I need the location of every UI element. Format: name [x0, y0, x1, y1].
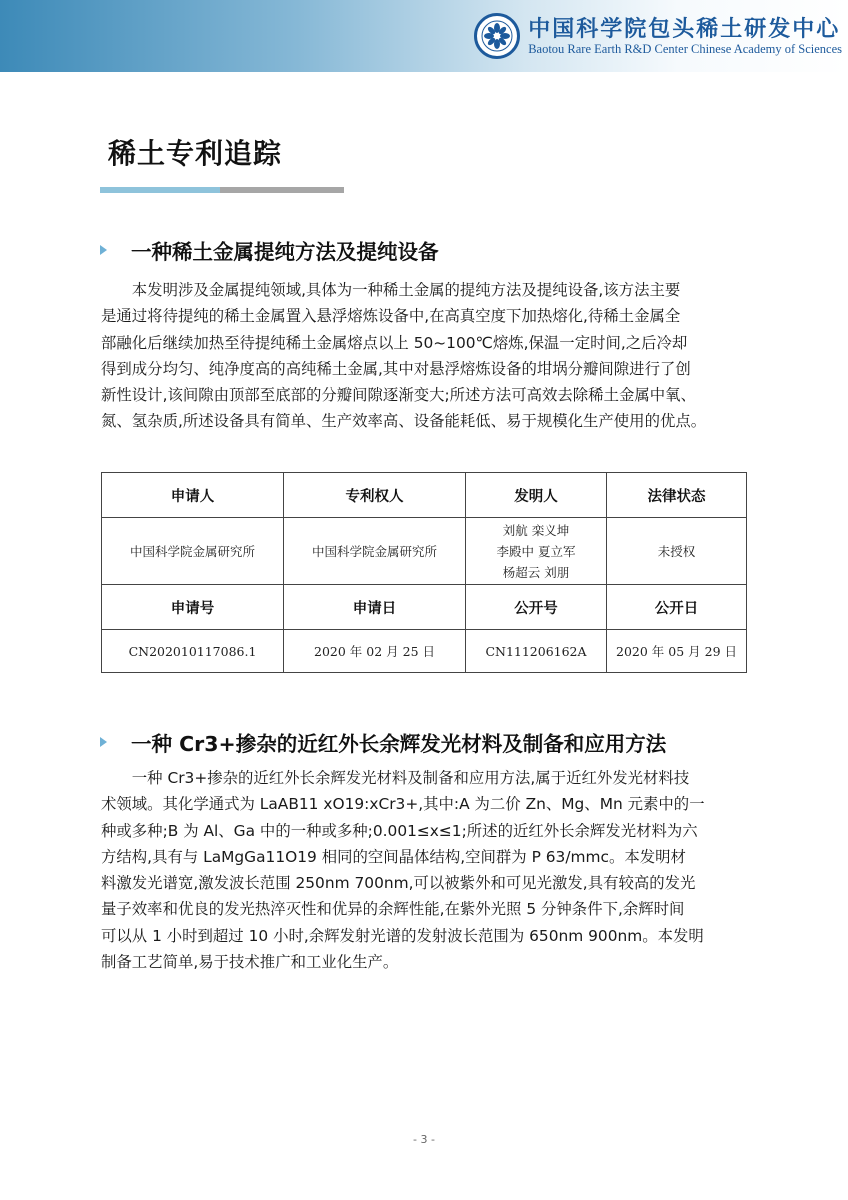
header-legal-status: 法律状态	[607, 473, 747, 518]
table-header-row	[102, 585, 747, 630]
header-inventors: 发明人	[466, 473, 607, 518]
abstract-line: 方结构,具有与 LaMgGa11O19 相同的空间晶体结构,空间群为 P 63/mmc。本发明材	[101, 847, 686, 866]
patent-info-table	[101, 472, 747, 673]
abstract-line: 可以从 1 小时到超过 10 小时,余辉发射光谱的发射波长范围为 650nm 900nm。本发明	[101, 926, 704, 945]
inventors-value	[466, 518, 607, 585]
flower-emblem-graphic	[480, 19, 514, 53]
flower-emblem-icon	[474, 13, 520, 59]
abstract-line: 部融化后继续加热至待提纯稀土金属熔点以上 50~100℃熔炼,保温一定时间,之后冷却	[101, 333, 688, 352]
inventor-line: 杨超云 刘朋	[502, 564, 570, 580]
header-publication-number: 公开号	[466, 585, 607, 630]
title-underline-gray	[220, 187, 344, 193]
applicant-value: 中国科学院金属研究所	[102, 518, 284, 585]
table-header-row	[102, 473, 747, 518]
header-application-number: 申请号	[102, 585, 284, 630]
abstract-line: 氮、氢杂质,所述设备具有简单、生产效率高、设备能耗低、易于规模化生产使用的优点。	[101, 412, 707, 431]
abstract-line: 种或多种;B 为 Al、Ga 中的一种或多种;0.001≤x≤1;所述的近红外长余辉发光材料为六	[101, 821, 698, 840]
title-underline-blue	[100, 187, 220, 193]
triangle-bullet-icon	[100, 245, 107, 255]
section-2-abstract	[101, 765, 751, 975]
abstract-line: 制备工艺简单,易于技术推广和工业化生产。	[101, 953, 399, 972]
inventor-line: 李殿中 夏立军	[496, 543, 576, 559]
header-publication-date: 公开日	[607, 585, 747, 630]
header-application-date: 申请日	[284, 585, 466, 630]
section-1-abstract	[101, 277, 751, 435]
application-number-value: CN202010117086.1	[102, 630, 284, 673]
triangle-bullet-icon	[100, 737, 107, 747]
header-applicant: 申请人	[102, 473, 284, 518]
abstract-line: 一种 Cr3+掺杂的近红外长余辉发光材料及制备和应用方法,属于近红外发光材料技	[101, 769, 690, 787]
section-2-title: 一种 Cr3+掺杂的近红外长余辉发光材料及制备和应用方法	[131, 732, 667, 756]
application-date-value: 2020 年 02 月 25 日	[284, 630, 466, 673]
abstract-line: 是通过将待提纯的稀土金属置入悬浮熔炼设备中,在高真空度下加热熔化,待稀土金属全	[101, 307, 681, 326]
table-row	[102, 518, 747, 585]
page-title: 稀土专利追踪	[108, 137, 283, 170]
org-logo	[474, 12, 842, 60]
inventor-line: 刘航 栾义坤	[502, 522, 570, 538]
section-1-title: 一种稀土金属提纯方法及提纯设备	[131, 240, 439, 264]
publication-date-value: 2020 年 05 月 29 日	[607, 630, 747, 673]
section-1-heading	[100, 235, 439, 265]
abstract-line: 量子效率和优良的发光热淬灭性和优异的余辉性能,在紫外光照 5 分钟条件下,余辉时间	[101, 900, 685, 919]
patentee-value: 中国科学院金属研究所	[284, 518, 466, 585]
abstract-line: 术领域。其化学通式为 LaAB11 xO19:xCr3+,其中:A 为二价 Zn、Mg、Mn 元素中的一	[101, 795, 705, 814]
org-name-cn: 中国科学院包头稀土研发中心	[528, 15, 841, 42]
legal-status-value: 未授权	[607, 518, 747, 585]
title-underline	[100, 187, 344, 193]
publication-number-value: CN111206162A	[466, 630, 607, 673]
abstract-line: 新性设计,该间隙由顶部至底部的分瓣间隙逐渐变大;所述方法可高效去除稀土金属中氧、	[101, 386, 696, 405]
header-patentee: 专利权人	[284, 473, 466, 518]
abstract-line: 料激发光谱宽,激发波长范围 250nm 700nm,可以被紫外和可见光激发,具有较高的发光	[101, 874, 696, 893]
section-2-heading	[100, 727, 666, 757]
page-number: - 3 -	[413, 1133, 435, 1146]
abstract-line: 得到成分均匀、纯净度高的高纯稀土金属,其中对悬浮熔炼设备的坩埚分瓣间隙进行了创	[101, 359, 691, 378]
table-row	[102, 630, 747, 673]
org-name-en: Baotou Rare Earth R&D Center Chinese Academy of Sciences	[528, 41, 842, 56]
abstract-line: 本发明涉及金属提纯领域,具体为一种稀土金属的提纯方法及提纯设备,该方法主要	[101, 281, 681, 299]
